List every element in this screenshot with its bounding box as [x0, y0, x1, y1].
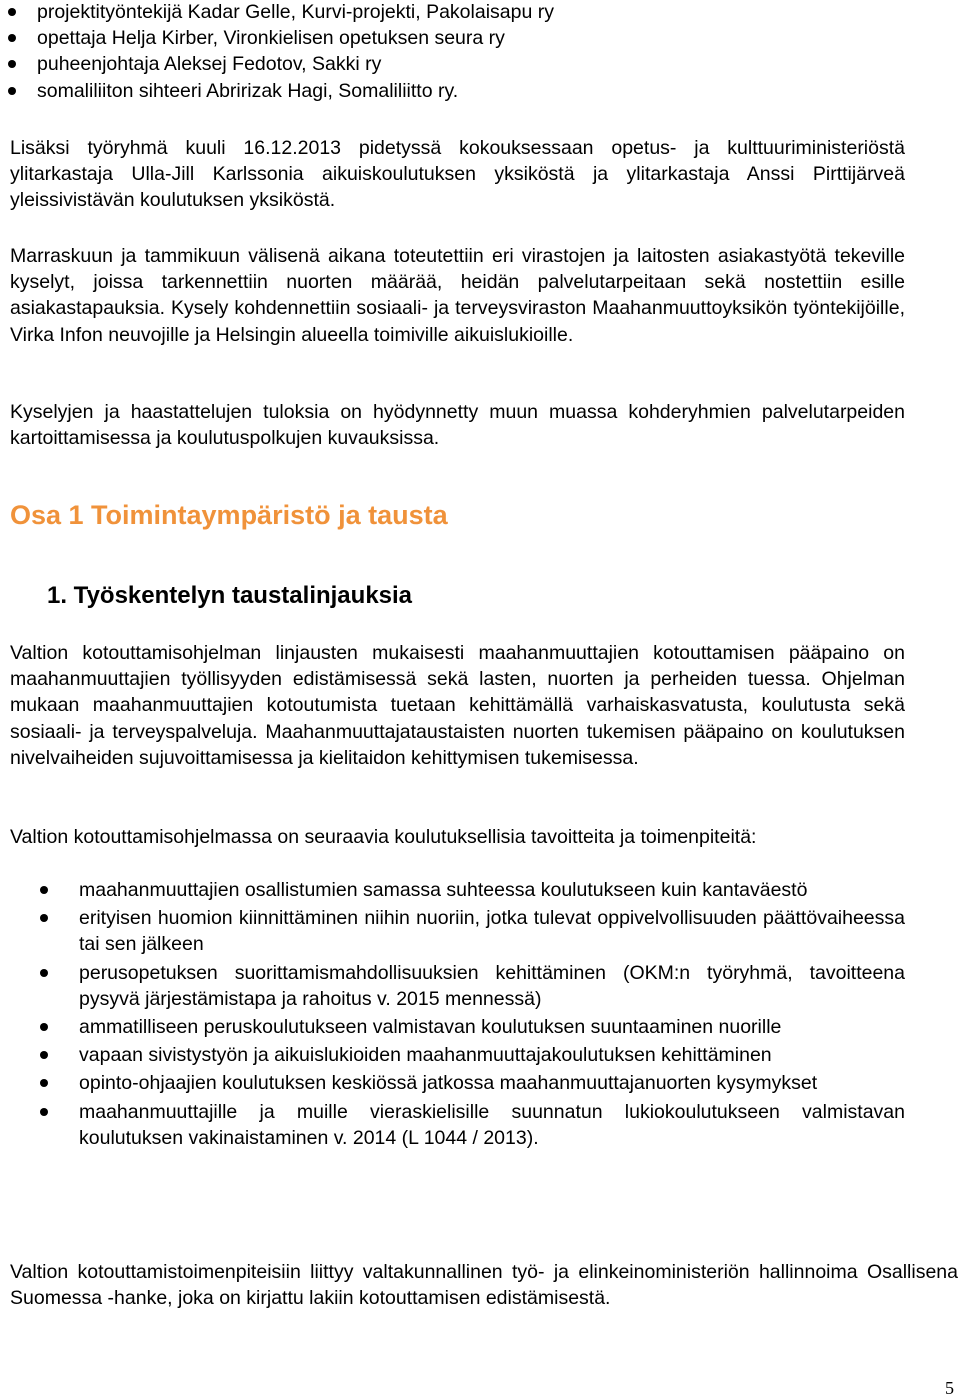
- bullet-icon: [40, 1108, 48, 1116]
- paragraph-surveys: Marraskuun ja tammikuun välisenä aikana toteutettiin eri virastojen ja laitosten asiakastyötä tekeville kyselyt, joissa tarkennettiin nuorten määrää, heidän palvelutarpeitaan sekä nostettiin esille asiakastapauksia. Kysely kohdennettiin sosiaali- ja terveysviraston Maahanmuuttoyksikön työntekijöille, Virka Infon neuvojille ja Helsingin alueella toimiville aikuislukioille.: [10, 245, 905, 346]
- bullet-icon: [40, 1051, 48, 1059]
- paragraph-results: Kyselyjen ja haastattelujen tuloksia on hyödynnetty muun muassa kohderyhmien palvelutarpeiden kartoittamisessa ja koulutuspolkujen kuvauksissa.: [10, 401, 905, 450]
- bullet-icon: [40, 1023, 48, 1031]
- bullet-icon: [8, 60, 16, 68]
- paragraph-closing: Valtion kotouttamistoimenpiteisiin liittyy valtakunnallinen työ- ja elinkeinoministeriön hallinnoima Osallisena Suomessa -hanke, joka on kirjattu lakiin kotouttamisen edistämisestä.: [10, 1261, 958, 1310]
- bullet-icon: [40, 1079, 48, 1087]
- list-item: maahanmuuttajien osallistumien samassa suhteessa koulutukseen kuin kantaväestö: [40, 877, 905, 903]
- list-item: erityisen huomion kiinnittäminen niihin nuoriin, jotka tulevat oppivelvollisuuden päättövaiheessa tai sen jälkeen: [40, 905, 905, 957]
- paragraph-hearing: Lisäksi työryhmä kuuli 16.12.2013 pidetyssä kokouksessaan opetus- ja kulttuuriministeriöstä ylitarkastaja Ulla-Jill Karlssonia aikuiskoulutuksen yksiköstä ja ylitarkastaja Anssi Pirttijärveä yleissivistävän koulutuksen yksiköstä.: [10, 137, 905, 212]
- list-item: perusopetuksen suorittamismahdollisuuksien kehittäminen (OKM:n työryhmä, tavoitteena pysyvä järjestämistapa ja rahoitus v. 2015 mennessä): [40, 960, 905, 1012]
- list-item: projektityöntekijä Kadar Gelle, Kurvi-projekti, Pakolaisapu ry: [10, 0, 710, 25]
- list-item: opinto-ohjaajien koulutuksen keskiössä jatkossa maahanmuuttajanuorten kysymykset: [40, 1070, 905, 1096]
- participants-list: [10, 0, 710, 104]
- list-item: maahanmuuttajille ja muille vieraskielisille suunnatun lukiokoulutukseen valmistavan koulutuksen vakinaistaminen v. 2014 (L 1044 / 2013).: [40, 1099, 905, 1151]
- bullet-icon: [8, 34, 16, 42]
- bullet-icon: [8, 8, 16, 16]
- bullet-icon: [8, 87, 16, 95]
- goals-list: [40, 877, 905, 1153]
- page-number: 5: [945, 1378, 954, 1398]
- paragraph-goals-intro: Valtion kotouttamisohjelmassa on seuraavia koulutuksellisia tavoitteita ja toimenpiteitä:: [10, 826, 757, 848]
- bullet-icon: [40, 886, 48, 894]
- paragraph-program: Valtion kotouttamisohjelman linjausten mukaisesti maahanmuuttajien kotouttamisen pääpaino on maahanmuuttajien työllisyyden edistämisessä sekä lasten, nuorten ja perheiden tuessa. Ohjelman mukaan maahanmuuttajien kotoutumista tuetaan kehittämällä varhaiskasvatusta, koulutusta sekä sosiaali- ja terveyspalveluja. Maahanmuuttajataustaisten nuorten tukemisen pääpaino on koulutuksen nivelvaiheiden sujuvoittamisessa ja kielitaidon kehittymisen tukemisessa.: [10, 642, 905, 769]
- list-item: puheenjohtaja Aleksej Fedotov, Sakki ry: [10, 51, 710, 77]
- list-item: somaliliiton sihteeri Abririzak Hagi, Somaliliitto ry.: [10, 78, 710, 104]
- list-item: ammatilliseen peruskoulutukseen valmistavan koulutuksen suuntaaminen nuorille: [40, 1014, 905, 1040]
- bullet-icon: [40, 914, 48, 922]
- list-item: opettaja Helja Kirber, Vironkielisen opetuksen seura ry: [10, 25, 710, 51]
- bullet-icon: [40, 969, 48, 977]
- subsection-heading: 1. Työskentelyn taustalinjauksia: [47, 582, 413, 609]
- section-heading: Osa 1 Toimintaympäristö ja tausta: [10, 500, 448, 530]
- list-item: vapaan sivistystyön ja aikuislukioiden maahanmuuttajakoulutuksen kehittäminen: [40, 1042, 905, 1068]
